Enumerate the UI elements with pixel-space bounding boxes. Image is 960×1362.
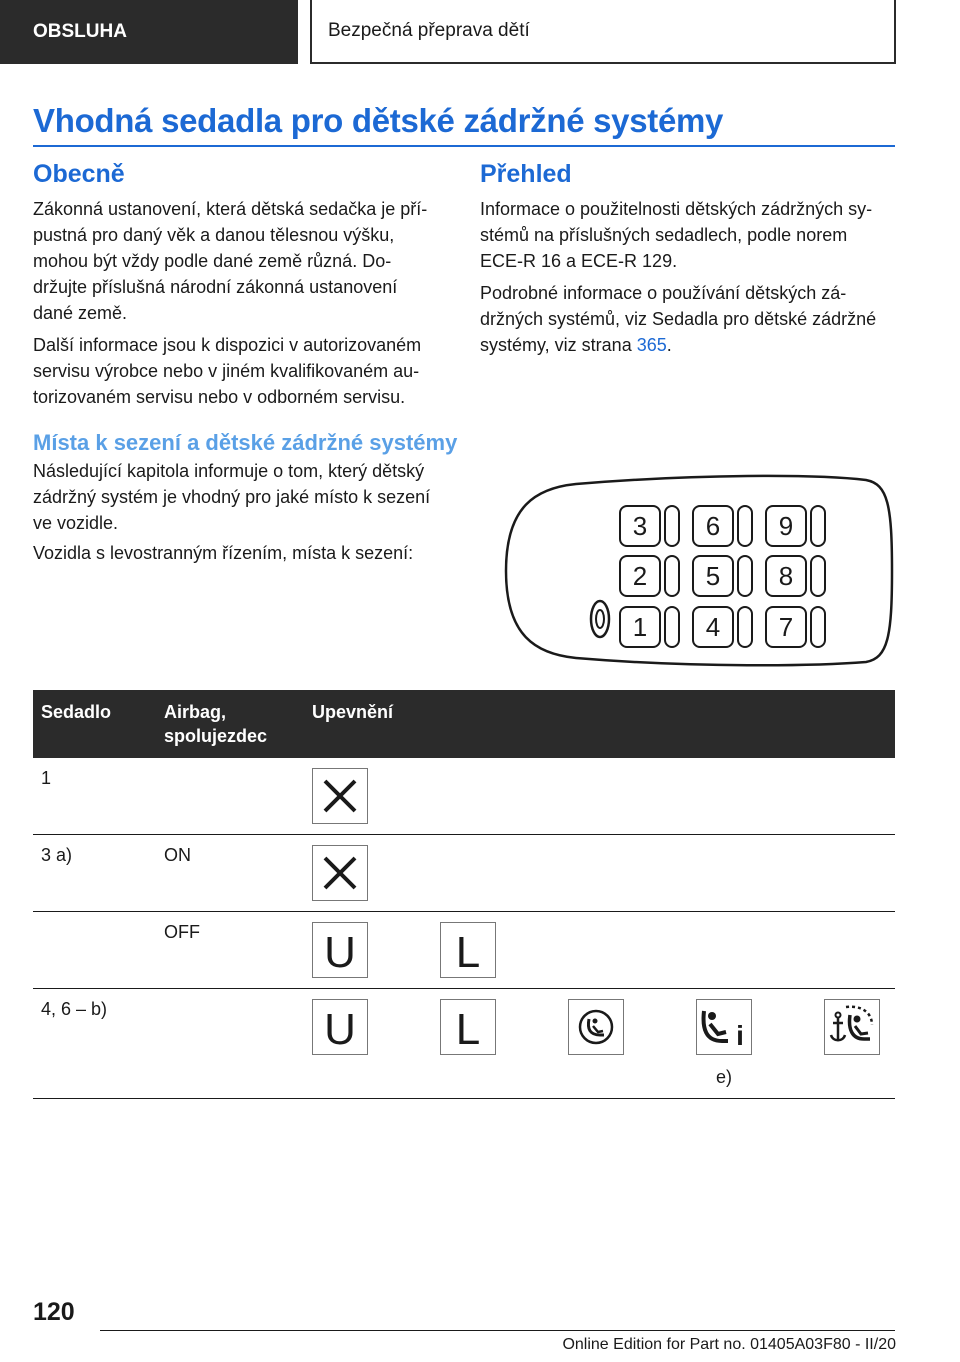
- universal-u-icon: [312, 999, 368, 1055]
- universal-u-letter: U: [324, 928, 356, 977]
- header-section: [0, 0, 298, 64]
- seat-number: 9: [778, 511, 794, 541]
- seat-backrest: [738, 506, 752, 546]
- overview-paragraph-1-text: Informace o použitelnosti dětských zádržných sy- stémů na příslušných sedadlech, podle norem ECE-R 16 a ECE-R 129.: [480, 199, 873, 271]
- airbag-cell: ON: [156, 835, 304, 912]
- general-paragraph-2-text: Další informace jsou k dispozici v autorizovaném servisu výrobce nebo v jiném kvalifikovaném au- torizovaném servisu nebo v odborném servisu.: [33, 335, 422, 407]
- table-header-row: [33, 690, 895, 758]
- page-link-365[interactable]: 365: [636, 335, 667, 355]
- steering-wheel-icon: [591, 601, 609, 637]
- general-paragraph-2: [33, 332, 463, 410]
- seat-backrest: [665, 506, 679, 546]
- universal-u-letter: U: [324, 1005, 356, 1054]
- seat-backrest: [811, 607, 825, 647]
- seat-backrest: [665, 556, 679, 596]
- seat-backrest: [811, 556, 825, 596]
- child-seat-icon: [568, 999, 624, 1055]
- overview-paragraph-1: [480, 196, 900, 274]
- header-seat-label: Sedadlo: [41, 702, 112, 722]
- universal-u-icon: [312, 922, 368, 978]
- footer-edition: Online Edition for Part no. 01405A03F80 - II/20: [562, 1336, 896, 1353]
- seat-number: 7: [778, 612, 794, 642]
- l-letter: L: [455, 1005, 481, 1054]
- isofix-i-icon: [696, 999, 752, 1055]
- seat-number: 5: [705, 561, 721, 591]
- seating-paragraph-1-text: Následující kapitola informuje o tom, který dětský zádržný systém je vhodný pro jaké místo k sezení ve vozidle.: [33, 461, 431, 533]
- l-icon: [440, 922, 496, 978]
- seat-cell: 1: [33, 758, 156, 835]
- seat-suitability-table: [33, 690, 895, 1099]
- mounting-cell: [304, 758, 895, 835]
- table-row: [33, 835, 895, 912]
- seat-backrest: [738, 556, 752, 596]
- footnote-e: e): [715, 1067, 732, 1087]
- seating-paragraph-1: [33, 458, 463, 536]
- header-chapter: [310, 0, 896, 64]
- header-mounting-label: Upevnění: [312, 702, 394, 722]
- seat-backrest: [665, 607, 679, 647]
- seat-number: 1: [632, 612, 648, 642]
- seat-backrest: [738, 607, 752, 647]
- mounting-cell: [304, 912, 895, 989]
- seat-cell: 4, 6 – b): [33, 989, 156, 1099]
- seat-number: 8: [778, 561, 794, 591]
- mounting-cell: [304, 989, 895, 1099]
- seat-cell: [33, 912, 156, 989]
- header-chapter-label: Bezpečná přeprava dětí: [328, 20, 530, 41]
- seat-number: 3: [632, 511, 648, 541]
- header-airbag-label: Airbag, spolujezdec: [164, 702, 268, 746]
- header-section-label: OBSLUHA: [33, 21, 127, 42]
- l-letter: L: [455, 928, 481, 977]
- seat-number: 2: [632, 561, 648, 591]
- l-icon: [440, 999, 496, 1055]
- seat-backrest: [811, 506, 825, 546]
- title-divider: [33, 145, 895, 147]
- seat-number: 4: [705, 612, 721, 642]
- general-paragraph-1-text: Zákonná ustanovení, která dětská sedačka je pří- pustná pro daný věk a danou tělesnou výšku, mohou být vždy podle dané země různá. Do- držujte příslušná národní zákonná ustanovení dané země.: [33, 199, 428, 323]
- header-seat: [33, 690, 156, 758]
- airbag-cell: [156, 989, 304, 1099]
- overview-paragraph-2: [480, 280, 900, 358]
- page-number: 120: [33, 1298, 75, 1326]
- airbag-cell: OFF: [156, 912, 304, 989]
- overview-paragraph-2-text: Podrobné informace o používání dětských zá- držných systémů, viz Sedadla pro dětské zádržné systémy, viz strana: [480, 283, 877, 355]
- general-heading: Obecně: [33, 160, 125, 188]
- footer-divider: [100, 1330, 895, 1331]
- seat-layout-diagram: [496, 466, 896, 676]
- seat-number: 6: [705, 511, 721, 541]
- car-body-outline: [506, 476, 892, 665]
- page-title: Vhodná sedadla pro dětské zádržné systémy: [33, 102, 724, 139]
- x-icon: [312, 845, 368, 901]
- anchor-seat-icon: [824, 999, 880, 1055]
- mounting-cell: [304, 835, 895, 912]
- table-row: [33, 758, 895, 835]
- seat-cell: 3 a): [41, 845, 73, 865]
- seating-heading: Místa k sezení a dětské zádržné systémy: [33, 430, 458, 455]
- header-mounting: [304, 690, 895, 758]
- header-airbag: [156, 690, 304, 758]
- general-paragraph-1: [33, 196, 463, 326]
- airbag-cell: [156, 758, 304, 835]
- table-row: [33, 912, 895, 989]
- table-row: [33, 989, 895, 1099]
- overview-paragraph-2-end: .: [666, 335, 672, 355]
- seating-paragraph-2: Vozidla s levostranným řízením, místa k sezení:: [33, 543, 414, 563]
- isofix-i-letter: i: [736, 1020, 744, 1051]
- x-icon: [312, 768, 368, 824]
- overview-heading: Přehled: [480, 160, 572, 188]
